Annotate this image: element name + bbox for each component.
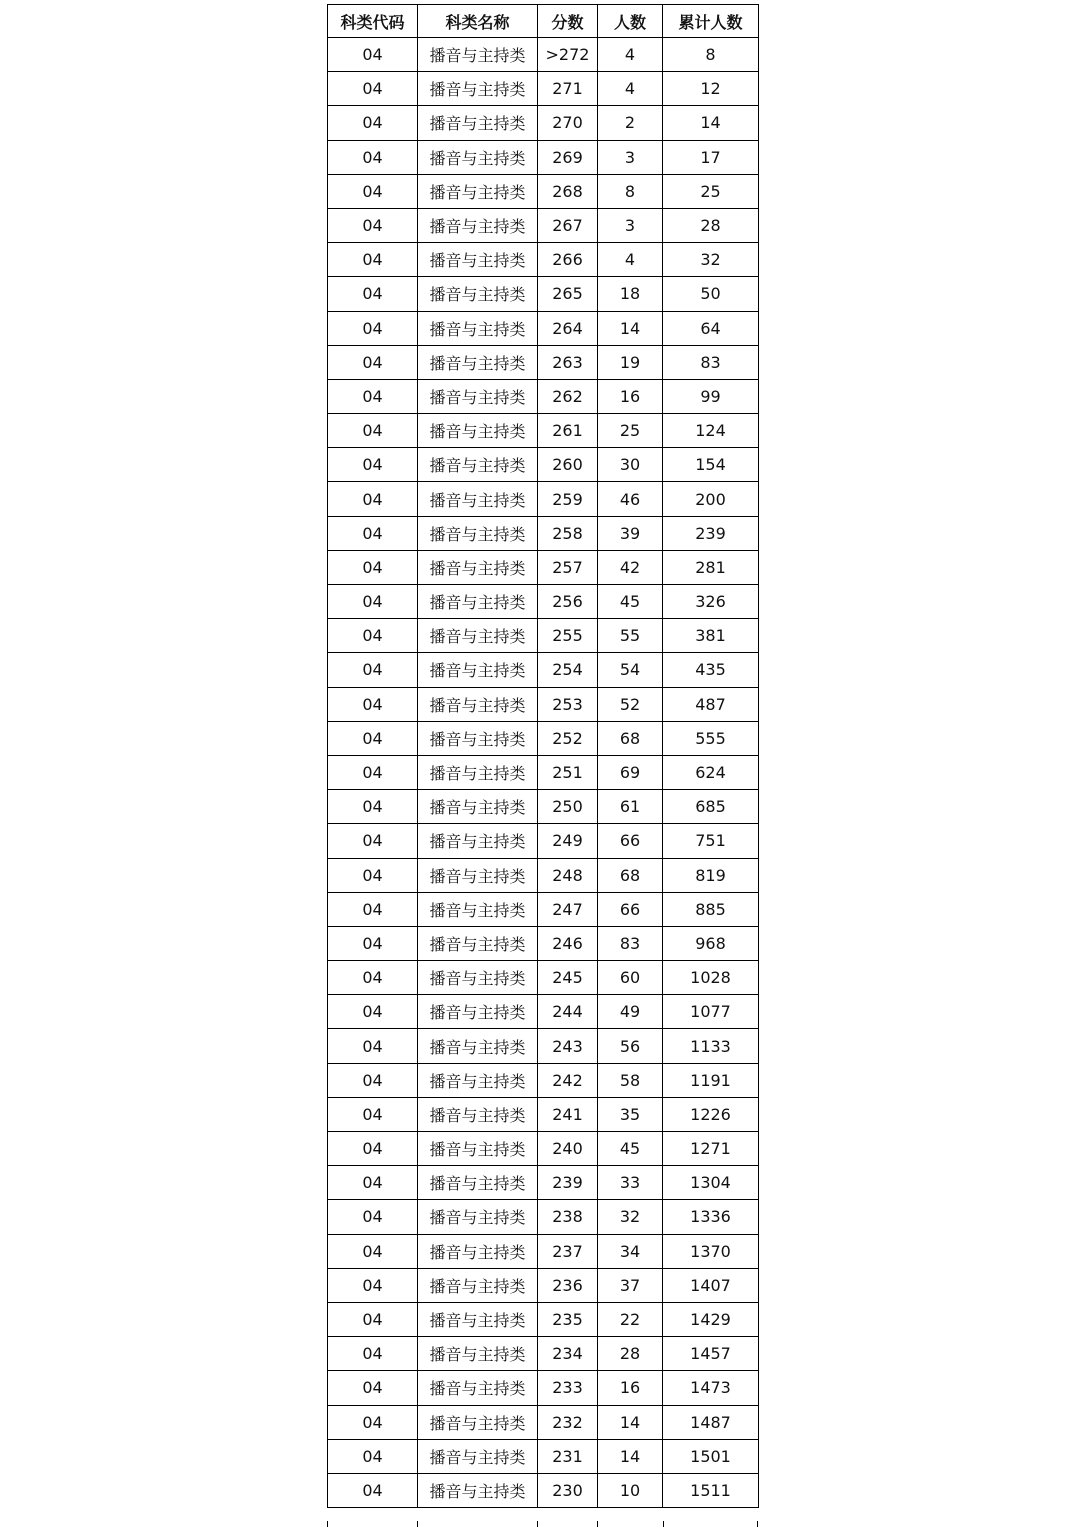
cell-code: 04 bbox=[328, 1132, 418, 1166]
cell-count: 54 bbox=[598, 653, 663, 687]
cell-name: 播音与主持类 bbox=[418, 379, 538, 413]
cell-count: 28 bbox=[598, 1337, 663, 1371]
table-row bbox=[328, 516, 759, 550]
cell-cumulative: 83 bbox=[663, 345, 759, 379]
cell-count: 37 bbox=[598, 1268, 663, 1302]
table-row bbox=[328, 1234, 759, 1268]
cell-code: 04 bbox=[328, 243, 418, 277]
cell-code: 04 bbox=[328, 379, 418, 413]
cell-name: 播音与主持类 bbox=[418, 140, 538, 174]
cell-name: 播音与主持类 bbox=[418, 38, 538, 72]
cell-score: 236 bbox=[538, 1268, 598, 1302]
cell-name: 播音与主持类 bbox=[418, 1234, 538, 1268]
cell-count: 61 bbox=[598, 790, 663, 824]
header-score: 分数 bbox=[538, 5, 598, 38]
table-body bbox=[328, 38, 759, 1508]
table-row bbox=[328, 585, 759, 619]
cell-name: 播音与主持类 bbox=[418, 208, 538, 242]
cell-score: 231 bbox=[538, 1439, 598, 1473]
cell-name: 播音与主持类 bbox=[418, 824, 538, 858]
cell-code: 04 bbox=[328, 1439, 418, 1473]
cell-score: 266 bbox=[538, 243, 598, 277]
cell-score: 242 bbox=[538, 1063, 598, 1097]
cell-score: 248 bbox=[538, 858, 598, 892]
cell-name: 播音与主持类 bbox=[418, 1029, 538, 1063]
cell-name: 播音与主持类 bbox=[418, 1405, 538, 1439]
table-row bbox=[328, 721, 759, 755]
cell-name: 播音与主持类 bbox=[418, 926, 538, 960]
cell-name: 播音与主持类 bbox=[418, 174, 538, 208]
cell-score: 239 bbox=[538, 1166, 598, 1200]
cell-name: 播音与主持类 bbox=[418, 516, 538, 550]
header-count: 人数 bbox=[598, 5, 663, 38]
header-cumulative: 累计人数 bbox=[663, 5, 759, 38]
table-row bbox=[328, 208, 759, 242]
cell-name: 播音与主持类 bbox=[418, 1268, 538, 1302]
cell-cumulative: 751 bbox=[663, 824, 759, 858]
cell-score: 268 bbox=[538, 174, 598, 208]
cell-name: 播音与主持类 bbox=[418, 1473, 538, 1507]
cell-code: 04 bbox=[328, 345, 418, 379]
cell-cumulative: 1271 bbox=[663, 1132, 759, 1166]
cell-count: 2 bbox=[598, 106, 663, 140]
cell-code: 04 bbox=[328, 140, 418, 174]
cell-count: 14 bbox=[598, 1405, 663, 1439]
table-row bbox=[328, 1200, 759, 1234]
cell-name: 播音与主持类 bbox=[418, 619, 538, 653]
cell-count: 68 bbox=[598, 858, 663, 892]
cell-code: 04 bbox=[328, 208, 418, 242]
cell-cumulative: 1457 bbox=[663, 1337, 759, 1371]
cell-score: 260 bbox=[538, 448, 598, 482]
cell-cumulative: 25 bbox=[663, 174, 759, 208]
cell-cumulative: 381 bbox=[663, 619, 759, 653]
cell-cumulative: 1511 bbox=[663, 1473, 759, 1507]
cell-score: 241 bbox=[538, 1097, 598, 1131]
cell-cumulative: 200 bbox=[663, 482, 759, 516]
cell-cumulative: 28 bbox=[663, 208, 759, 242]
cell-code: 04 bbox=[328, 653, 418, 687]
cell-score: 271 bbox=[538, 72, 598, 106]
cell-count: 18 bbox=[598, 277, 663, 311]
cell-name: 播音与主持类 bbox=[418, 311, 538, 345]
cell-cumulative: 624 bbox=[663, 755, 759, 789]
cell-count: 69 bbox=[598, 755, 663, 789]
cell-cumulative: 50 bbox=[663, 277, 759, 311]
cell-code: 04 bbox=[328, 1063, 418, 1097]
table-row bbox=[328, 790, 759, 824]
cell-code: 04 bbox=[328, 38, 418, 72]
cell-code: 04 bbox=[328, 1234, 418, 1268]
table-row bbox=[328, 106, 759, 140]
cell-code: 04 bbox=[328, 1473, 418, 1507]
cell-score: 240 bbox=[538, 1132, 598, 1166]
cell-code: 04 bbox=[328, 824, 418, 858]
cell-cumulative: 968 bbox=[663, 926, 759, 960]
cell-cumulative: 1501 bbox=[663, 1439, 759, 1473]
cell-name: 播音与主持类 bbox=[418, 1371, 538, 1405]
cell-name: 播音与主持类 bbox=[418, 790, 538, 824]
cell-cumulative: 487 bbox=[663, 687, 759, 721]
table-row bbox=[328, 414, 759, 448]
table-row bbox=[328, 619, 759, 653]
cell-count: 55 bbox=[598, 619, 663, 653]
cell-cumulative: 1226 bbox=[663, 1097, 759, 1131]
cell-cumulative: 1473 bbox=[663, 1371, 759, 1405]
cell-cumulative: 32 bbox=[663, 243, 759, 277]
cell-name: 播音与主持类 bbox=[418, 345, 538, 379]
cell-code: 04 bbox=[328, 1029, 418, 1063]
table-row bbox=[328, 448, 759, 482]
table-row bbox=[328, 995, 759, 1029]
cell-cumulative: 1429 bbox=[663, 1302, 759, 1336]
cell-score: 258 bbox=[538, 516, 598, 550]
cell-score: >272 bbox=[538, 38, 598, 72]
cell-cumulative: 1487 bbox=[663, 1405, 759, 1439]
table-row bbox=[328, 72, 759, 106]
cell-score: 247 bbox=[538, 892, 598, 926]
cell-name: 播音与主持类 bbox=[418, 243, 538, 277]
cell-score: 249 bbox=[538, 824, 598, 858]
cell-cumulative: 1304 bbox=[663, 1166, 759, 1200]
cell-score: 251 bbox=[538, 755, 598, 789]
cell-name: 播音与主持类 bbox=[418, 1097, 538, 1131]
cell-code: 04 bbox=[328, 1405, 418, 1439]
table-row bbox=[328, 1405, 759, 1439]
cell-score: 265 bbox=[538, 277, 598, 311]
table-row bbox=[328, 174, 759, 208]
cell-cumulative: 1028 bbox=[663, 961, 759, 995]
cell-name: 播音与主持类 bbox=[418, 277, 538, 311]
cell-score: 244 bbox=[538, 995, 598, 1029]
cell-score: 263 bbox=[538, 345, 598, 379]
cell-score: 234 bbox=[538, 1337, 598, 1371]
table-row bbox=[328, 140, 759, 174]
cell-name: 播音与主持类 bbox=[418, 448, 538, 482]
table-row bbox=[328, 1473, 759, 1507]
table-row bbox=[328, 755, 759, 789]
table-row bbox=[328, 926, 759, 960]
cell-score: 255 bbox=[538, 619, 598, 653]
cell-name: 播音与主持类 bbox=[418, 721, 538, 755]
cell-cumulative: 1370 bbox=[663, 1234, 759, 1268]
cell-cumulative: 124 bbox=[663, 414, 759, 448]
cell-score: 250 bbox=[538, 790, 598, 824]
header-code: 科类代码 bbox=[328, 5, 418, 38]
cell-score: 264 bbox=[538, 311, 598, 345]
table-row bbox=[328, 824, 759, 858]
cell-code: 04 bbox=[328, 414, 418, 448]
cell-name: 播音与主持类 bbox=[418, 995, 538, 1029]
cell-code: 04 bbox=[328, 1371, 418, 1405]
cell-count: 46 bbox=[598, 482, 663, 516]
cell-score: 253 bbox=[538, 687, 598, 721]
table-row bbox=[328, 1029, 759, 1063]
table-row bbox=[328, 550, 759, 584]
cell-score: 245 bbox=[538, 961, 598, 995]
cell-cumulative: 1133 bbox=[663, 1029, 759, 1063]
table-row bbox=[328, 1371, 759, 1405]
cell-score: 259 bbox=[538, 482, 598, 516]
cell-count: 16 bbox=[598, 1371, 663, 1405]
cell-code: 04 bbox=[328, 961, 418, 995]
table-row bbox=[328, 1302, 759, 1336]
table-row bbox=[328, 1166, 759, 1200]
cell-cumulative: 435 bbox=[663, 653, 759, 687]
cell-count: 60 bbox=[598, 961, 663, 995]
cell-score: 243 bbox=[538, 1029, 598, 1063]
cell-name: 播音与主持类 bbox=[418, 687, 538, 721]
cell-code: 04 bbox=[328, 277, 418, 311]
cell-code: 04 bbox=[328, 892, 418, 926]
cell-score: 233 bbox=[538, 1371, 598, 1405]
table-row bbox=[328, 277, 759, 311]
cell-count: 45 bbox=[598, 585, 663, 619]
cell-cumulative: 885 bbox=[663, 892, 759, 926]
cell-code: 04 bbox=[328, 106, 418, 140]
cell-count: 83 bbox=[598, 926, 663, 960]
cell-cumulative: 1407 bbox=[663, 1268, 759, 1302]
cell-count: 4 bbox=[598, 38, 663, 72]
table-row bbox=[328, 1337, 759, 1371]
header-row bbox=[328, 5, 759, 38]
cell-score: 270 bbox=[538, 106, 598, 140]
cell-score: 232 bbox=[538, 1405, 598, 1439]
cell-cumulative: 239 bbox=[663, 516, 759, 550]
cell-cumulative: 1336 bbox=[663, 1200, 759, 1234]
cell-count: 14 bbox=[598, 311, 663, 345]
table-continuation-edge bbox=[327, 1521, 758, 1527]
cell-code: 04 bbox=[328, 687, 418, 721]
cell-code: 04 bbox=[328, 858, 418, 892]
cell-score: 262 bbox=[538, 379, 598, 413]
cell-count: 45 bbox=[598, 1132, 663, 1166]
cell-name: 播音与主持类 bbox=[418, 1200, 538, 1234]
cell-score: 237 bbox=[538, 1234, 598, 1268]
cell-code: 04 bbox=[328, 1097, 418, 1131]
cell-cumulative: 555 bbox=[663, 721, 759, 755]
header-name: 科类名称 bbox=[418, 5, 538, 38]
cell-count: 25 bbox=[598, 414, 663, 448]
table-row bbox=[328, 1097, 759, 1131]
table-row bbox=[328, 243, 759, 277]
cell-count: 34 bbox=[598, 1234, 663, 1268]
cell-count: 8 bbox=[598, 174, 663, 208]
table-row bbox=[328, 379, 759, 413]
cell-count: 56 bbox=[598, 1029, 663, 1063]
cell-code: 04 bbox=[328, 1337, 418, 1371]
cell-name: 播音与主持类 bbox=[418, 585, 538, 619]
table-row bbox=[328, 892, 759, 926]
cell-name: 播音与主持类 bbox=[418, 892, 538, 926]
cell-count: 68 bbox=[598, 721, 663, 755]
cell-cumulative: 1191 bbox=[663, 1063, 759, 1097]
cell-count: 66 bbox=[598, 824, 663, 858]
cell-name: 播音与主持类 bbox=[418, 858, 538, 892]
cell-name: 播音与主持类 bbox=[418, 1166, 538, 1200]
table-row bbox=[328, 1268, 759, 1302]
cell-count: 58 bbox=[598, 1063, 663, 1097]
cell-cumulative: 99 bbox=[663, 379, 759, 413]
cell-code: 04 bbox=[328, 926, 418, 960]
cell-name: 播音与主持类 bbox=[418, 550, 538, 584]
cell-code: 04 bbox=[328, 1268, 418, 1302]
cell-count: 32 bbox=[598, 1200, 663, 1234]
cell-count: 52 bbox=[598, 687, 663, 721]
cell-code: 04 bbox=[328, 1166, 418, 1200]
cell-score: 230 bbox=[538, 1473, 598, 1507]
cell-count: 66 bbox=[598, 892, 663, 926]
table-row bbox=[328, 311, 759, 345]
cell-code: 04 bbox=[328, 1302, 418, 1336]
table-row bbox=[328, 858, 759, 892]
cell-code: 04 bbox=[328, 448, 418, 482]
table-row bbox=[328, 961, 759, 995]
cell-name: 播音与主持类 bbox=[418, 961, 538, 995]
cell-score: 238 bbox=[538, 1200, 598, 1234]
table-header bbox=[328, 5, 759, 38]
cell-code: 04 bbox=[328, 790, 418, 824]
cell-name: 播音与主持类 bbox=[418, 482, 538, 516]
table-row bbox=[328, 1063, 759, 1097]
cell-score: 267 bbox=[538, 208, 598, 242]
cell-score: 254 bbox=[538, 653, 598, 687]
cell-cumulative: 12 bbox=[663, 72, 759, 106]
table-row bbox=[328, 1439, 759, 1473]
cell-count: 19 bbox=[598, 345, 663, 379]
cell-cumulative: 14 bbox=[663, 106, 759, 140]
cell-cumulative: 281 bbox=[663, 550, 759, 584]
cell-score: 269 bbox=[538, 140, 598, 174]
cell-count: 3 bbox=[598, 208, 663, 242]
cell-name: 播音与主持类 bbox=[418, 414, 538, 448]
cell-cumulative: 8 bbox=[663, 38, 759, 72]
cell-code: 04 bbox=[328, 755, 418, 789]
cell-name: 播音与主持类 bbox=[418, 653, 538, 687]
cell-count: 22 bbox=[598, 1302, 663, 1336]
table-row bbox=[328, 482, 759, 516]
cell-count: 14 bbox=[598, 1439, 663, 1473]
cell-cumulative: 819 bbox=[663, 858, 759, 892]
cell-score: 256 bbox=[538, 585, 598, 619]
cell-count: 33 bbox=[598, 1166, 663, 1200]
cell-code: 04 bbox=[328, 311, 418, 345]
cell-code: 04 bbox=[328, 72, 418, 106]
score-distribution-table bbox=[327, 4, 759, 1508]
cell-code: 04 bbox=[328, 1200, 418, 1234]
cell-name: 播音与主持类 bbox=[418, 1132, 538, 1166]
cell-cumulative: 17 bbox=[663, 140, 759, 174]
cell-score: 235 bbox=[538, 1302, 598, 1336]
table-row bbox=[328, 1132, 759, 1166]
cell-score: 261 bbox=[538, 414, 598, 448]
cell-name: 播音与主持类 bbox=[418, 755, 538, 789]
cell-count: 30 bbox=[598, 448, 663, 482]
cell-count: 3 bbox=[598, 140, 663, 174]
cell-name: 播音与主持类 bbox=[418, 1302, 538, 1336]
cell-score: 246 bbox=[538, 926, 598, 960]
cell-code: 04 bbox=[328, 550, 418, 584]
cell-score: 252 bbox=[538, 721, 598, 755]
cell-name: 播音与主持类 bbox=[418, 1063, 538, 1097]
cell-code: 04 bbox=[328, 619, 418, 653]
table-row bbox=[328, 345, 759, 379]
cell-code: 04 bbox=[328, 995, 418, 1029]
cell-count: 49 bbox=[598, 995, 663, 1029]
cell-cumulative: 64 bbox=[663, 311, 759, 345]
table-row bbox=[328, 687, 759, 721]
table-row bbox=[328, 38, 759, 72]
cell-name: 播音与主持类 bbox=[418, 1337, 538, 1371]
cell-cumulative: 154 bbox=[663, 448, 759, 482]
cell-code: 04 bbox=[328, 516, 418, 550]
cell-count: 16 bbox=[598, 379, 663, 413]
cell-count: 10 bbox=[598, 1473, 663, 1507]
cell-code: 04 bbox=[328, 585, 418, 619]
cell-score: 257 bbox=[538, 550, 598, 584]
cell-count: 35 bbox=[598, 1097, 663, 1131]
table-row bbox=[328, 653, 759, 687]
cell-code: 04 bbox=[328, 721, 418, 755]
cell-cumulative: 326 bbox=[663, 585, 759, 619]
cell-code: 04 bbox=[328, 482, 418, 516]
cell-cumulative: 1077 bbox=[663, 995, 759, 1029]
cell-name: 播音与主持类 bbox=[418, 106, 538, 140]
cell-name: 播音与主持类 bbox=[418, 72, 538, 106]
cell-cumulative: 685 bbox=[663, 790, 759, 824]
cell-count: 4 bbox=[598, 72, 663, 106]
cell-count: 42 bbox=[598, 550, 663, 584]
cell-count: 39 bbox=[598, 516, 663, 550]
cell-code: 04 bbox=[328, 174, 418, 208]
cell-count: 4 bbox=[598, 243, 663, 277]
cell-name: 播音与主持类 bbox=[418, 1439, 538, 1473]
